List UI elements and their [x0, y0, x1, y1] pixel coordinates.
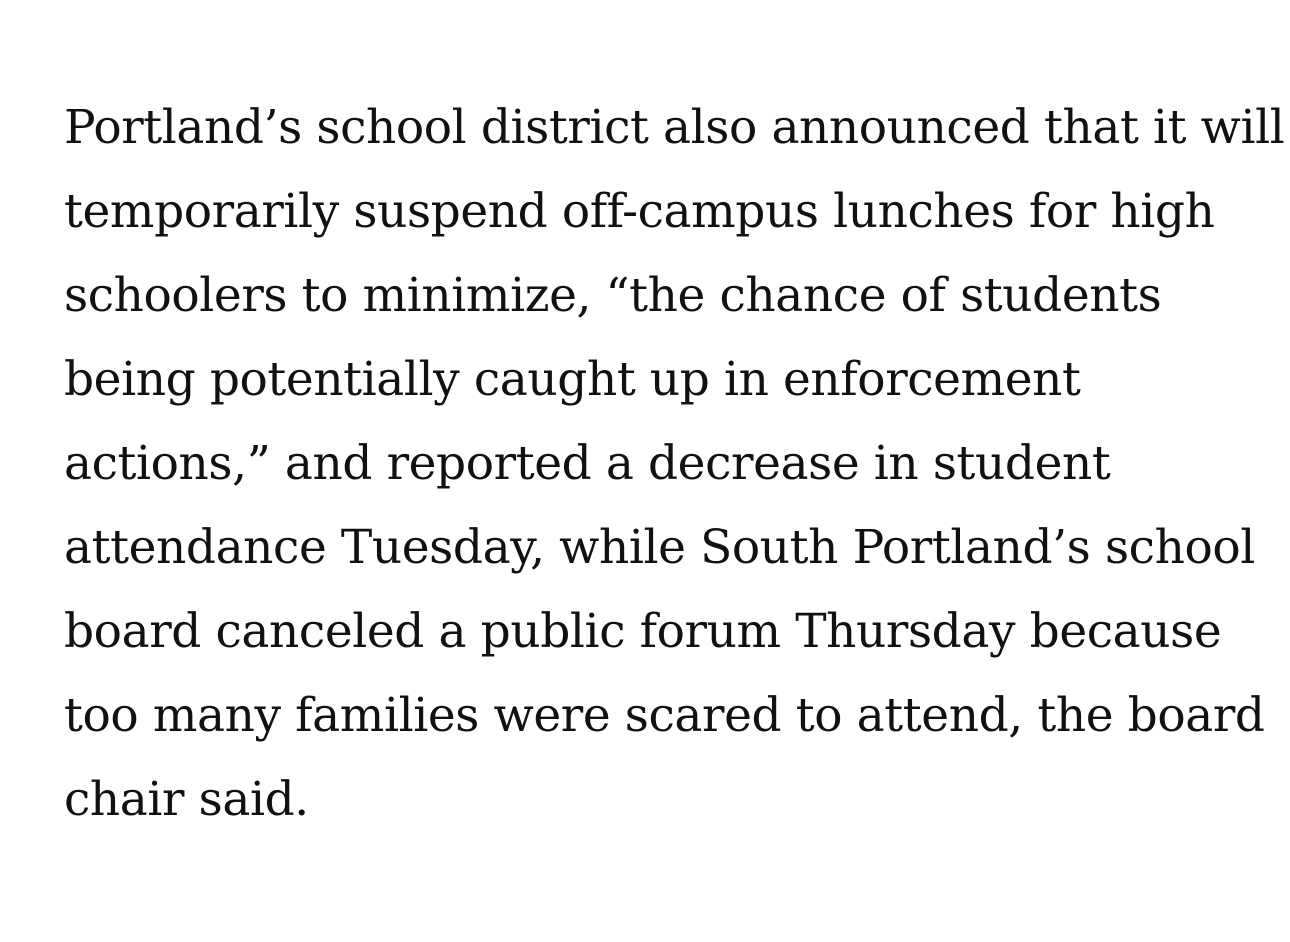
article-body — [64, 86, 1285, 842]
paragraph-line-3: schoolers to minimize, “the chance of students — [64, 268, 1162, 323]
paragraph-line-9: chair said. — [64, 772, 309, 827]
paragraph-line-1: Portland’s school district also announced that it will — [64, 100, 1285, 155]
paragraph-line-6: attendance Tuesday, while South Portland’s school — [64, 520, 1255, 575]
paragraph-line-5: actions,” and reported a decrease in student — [64, 436, 1111, 491]
paragraph-line-8: too many families were scared to attend, the board — [64, 688, 1265, 743]
paragraph-line-2: temporarily suspend off-campus lunches for high — [64, 184, 1215, 239]
paragraph-line-7: board canceled a public forum Thursday because — [64, 604, 1222, 659]
paragraph-line-4: being potentially caught up in enforcement — [64, 352, 1081, 407]
article-paragraph — [64, 86, 1285, 842]
